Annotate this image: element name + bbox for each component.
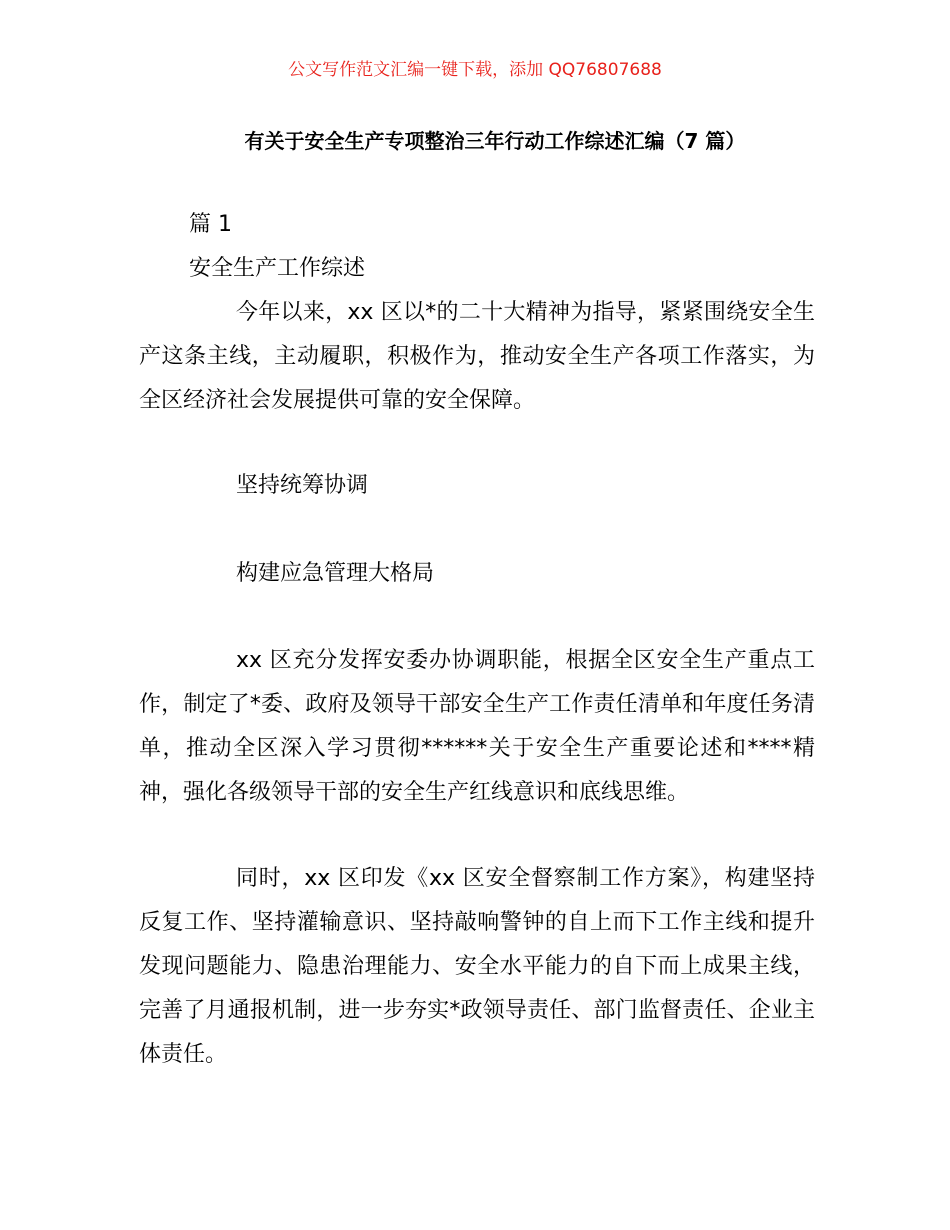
paragraph-intro: 今年以来，xx 区以*的二十大精神为指导，紧紧围绕安全生产这条主线，主动履职，积极作为，推动安全生产各项工作落实，为全区经济社会发展提供可靠的安全保障。 xyxy=(139,300,815,413)
subheading-emergency-management: 构建应急管理大格局 xyxy=(236,561,435,586)
document-title: 有关于安全生产专项整治三年行动工作综述汇编（7 篇） xyxy=(244,129,746,153)
paragraph-supervision-plan: 同时，xx 区印发《xx 区安全督察制工作方案》，构建坚持反复工作、坚持灌输意识、坚持敲响警钟的自上而下工作主线和提升发现问题能力、隐患治理能力、安全水平能力的自下而上成果主线，完善了月通报机制，进一步夯实*政领导责任、部门监督责任、企业主体责任。 xyxy=(139,866,815,1067)
section-title: 安全生产工作综述 xyxy=(189,256,366,281)
paragraph-responsibility-lists: xx 区充分发挥安委办协调职能，根据全区安全生产重点工作，制定了*委、政府及领导干部安全生产工作责任清单和年度任务清单，推动全区深入学习贯彻******关于安全生产重要论述和****精神，强化各级领导干部的安全生产红线意识和底线思维。 xyxy=(139,648,815,805)
download-banner: 公文写作范文汇编一键下载，添加 QQ76807688 xyxy=(288,60,662,80)
section-label: 篇 1 xyxy=(189,212,232,237)
subheading-coordination: 坚持统筹协调 xyxy=(236,473,369,498)
